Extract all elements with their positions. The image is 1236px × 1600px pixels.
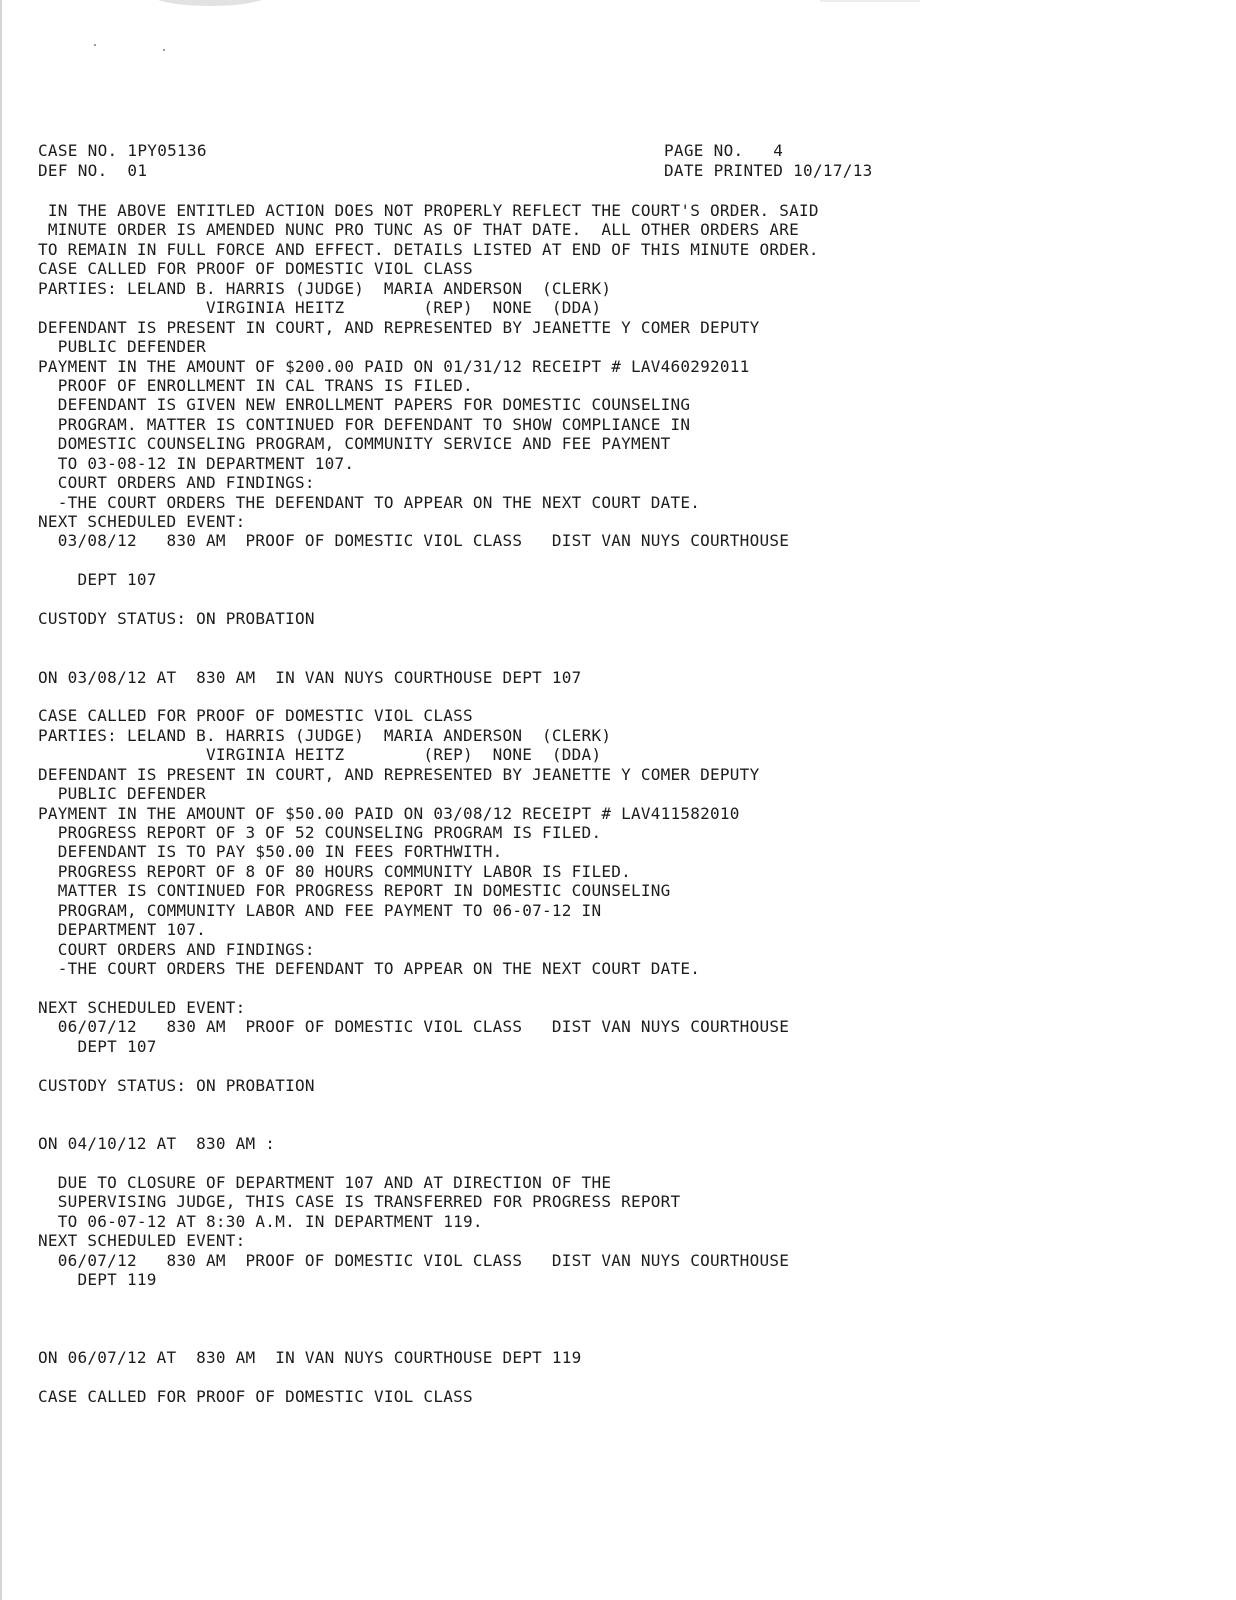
scan-speck [94,44,96,46]
minute-order-line: PROGRAM, COMMUNITY LABOR AND FEE PAYMENT TO 06-07-12 IN [38,900,602,920]
minute-order-line: NEXT SCHEDULED EVENT: [38,1231,246,1251]
minute-order-line: MINUTE ORDER IS AMENDED NUNC PRO TUNC AS OF THAT DATE. ALL OTHER ORDERS ARE [38,220,799,240]
minute-order-line [38,1309,1198,1328]
date-printed: DATE PRINTED 10/17/13 [664,161,873,180]
case-identifiers [38,141,207,181]
scan-speck [163,49,165,51]
minute-order-line [38,687,1198,706]
minute-order-line: DEFENDANT IS PRESENT IN COURT, AND REPRESENTED BY JEANETTE Y COMER DEPUTY [38,317,760,337]
minute-order-line: DEFENDANT IS PRESENT IN COURT, AND REPRESENTED BY JEANETTE Y COMER DEPUTY [38,764,760,784]
minute-order-line: DOMESTIC COUNSELING PROGRAM, COMMUNITY SERVICE AND FEE PAYMENT [38,434,671,454]
minute-order-line: PROOF OF ENROLLMENT IN CAL TRANS IS FILED. [38,375,473,395]
minute-order-line: MATTER IS CONTINUED FOR PROGRESS REPORT IN DOMESTIC COUNSELING [38,881,671,901]
minute-order-line [38,1328,1198,1347]
minute-order-line: CASE CALLED FOR PROOF OF DOMESTIC VIOL CLASS [38,706,473,726]
minute-order-line: PAYMENT IN THE AMOUNT OF $50.00 PAID ON 03/08/12 RECEIPT # LAV411582010 [38,803,740,823]
minute-order-line: PUBLIC DEFENDER [38,784,207,804]
minute-order-line: DEPARTMENT 107. [38,920,207,940]
minute-order-line [38,629,1198,648]
minute-order-line [38,1056,1198,1075]
minute-order-line [38,1153,1198,1172]
page-identifiers [664,141,873,181]
minute-order-line: TO REMAIN IN FULL FORCE AND EFFECT. DETAILS LISTED AT END OF THIS MINUTE ORDER. [38,239,819,259]
minute-order-line: DEFENDANT IS TO PAY $50.00 IN FEES FORTHWITH. [38,842,503,862]
minute-order-body [38,201,1198,1406]
page-header [38,141,918,183]
minute-order-line: COURT ORDERS AND FINDINGS: [38,473,315,493]
minute-order-line: CASE CALLED FOR PROOF OF DOMESTIC VIOL CLASS [38,259,473,279]
minute-order-line: PARTIES: LELAND B. HARRIS (JUDGE) MARIA ANDERSON (CLERK) [38,725,612,745]
minute-order-line: COURT ORDERS AND FINDINGS: [38,939,315,959]
minute-order-line [38,590,1198,609]
minute-order-line: CUSTODY STATUS: ON PROBATION [38,609,315,629]
minute-order-line [38,1095,1198,1114]
minute-order-line [38,648,1198,667]
minute-order-line: PROGRESS REPORT OF 3 OF 52 COUNSELING PROGRAM IS FILED. [38,823,602,842]
scan-smudge [150,0,270,6]
minute-order-line [38,979,1198,998]
minute-order-line [38,551,1198,570]
minute-order-line: TO 06-07-12 AT 8:30 A.M. IN DEPARTMENT 119. [38,1211,483,1231]
minute-order-line: DUE TO CLOSURE OF DEPARTMENT 107 AND AT DIRECTION OF THE [38,1172,612,1192]
minute-order-line: 06/07/12 830 AM PROOF OF DOMESTIC VIOL CLASS DIST VAN NUYS COURTHOUSE [38,1017,790,1037]
minute-order-line: DEFENDANT IS GIVEN NEW ENROLLMENT PAPERS FOR DOMESTIC COUNSELING [38,395,691,415]
minute-order-line: 03/08/12 830 AM PROOF OF DOMESTIC VIOL CLASS DIST VAN NUYS COURTHOUSE [38,531,790,551]
minute-order-line: DEPT 107 [38,1036,157,1056]
minute-order-line: TO 03-08-12 IN DEPARTMENT 107. [38,453,355,473]
minute-order-line: PARTIES: LELAND B. HARRIS (JUDGE) MARIA ANDERSON (CLERK) [38,278,612,298]
minute-order-line: DEPT 119 [38,1270,157,1290]
minute-order-line: PROGRESS REPORT OF 8 OF 80 HOURS COMMUNITY LABOR IS FILED. [38,861,631,881]
minute-order-line: VIRGINIA HEITZ (REP) NONE (DDA) [38,745,602,765]
minute-order-line: SUPERVISING JUDGE, THIS CASE IS TRANSFERRED FOR PROGRESS REPORT [38,1192,681,1212]
minute-order-line: PUBLIC DEFENDER [38,337,207,357]
defendant-number: DEF NO. 01 [38,161,148,180]
minute-order-line: CUSTODY STATUS: ON PROBATION [38,1075,315,1095]
minute-order-line [38,1290,1198,1309]
minute-order-line: PAYMENT IN THE AMOUNT OF $200.00 PAID ON 01/31/12 RECEIPT # LAV460292011 [38,356,750,376]
minute-order-line: ON 06/07/12 AT 830 AM IN VAN NUYS COURTHOUSE DEPT 119 [38,1347,582,1367]
minute-order-line: -THE COURT ORDERS THE DEFENDANT TO APPEAR ON THE NEXT COURT DATE. [38,492,701,512]
page-number: PAGE NO. 4 [664,141,784,160]
minute-order-line: 06/07/12 830 AM PROOF OF DOMESTIC VIOL CLASS DIST VAN NUYS COURTHOUSE [38,1250,790,1270]
minute-order-line: NEXT SCHEDULED EVENT: [38,512,246,531]
minute-order-line: DEPT 107 [38,570,157,590]
minute-order-line: CASE CALLED FOR PROOF OF DOMESTIC VIOL CLASS [38,1386,473,1406]
minute-order-line [38,1367,1198,1386]
minute-order-line: IN THE ABOVE ENTITLED ACTION DOES NOT PROPERLY REFLECT THE COURT'S ORDER. SAID [38,201,819,220]
minute-order-line: VIRGINIA HEITZ (REP) NONE (DDA) [38,298,602,318]
minute-order-line: PROGRAM. MATTER IS CONTINUED FOR DEFENDANT TO SHOW COMPLIANCE IN [38,414,691,434]
minute-order-line: ON 03/08/12 AT 830 AM IN VAN NUYS COURTHOUSE DEPT 107 [38,667,582,687]
scan-left-edge [0,0,2,1600]
minute-order-line: ON 04/10/12 AT 830 AM : [38,1134,276,1153]
minute-order-line [38,1115,1198,1134]
case-number: CASE NO. 1PY05136 [38,141,207,160]
minute-order-line: NEXT SCHEDULED EVENT: [38,997,246,1017]
minute-order-line: -THE COURT ORDERS THE DEFENDANT TO APPEAR ON THE NEXT COURT DATE. [38,959,701,979]
scan-smudge [820,0,920,2]
